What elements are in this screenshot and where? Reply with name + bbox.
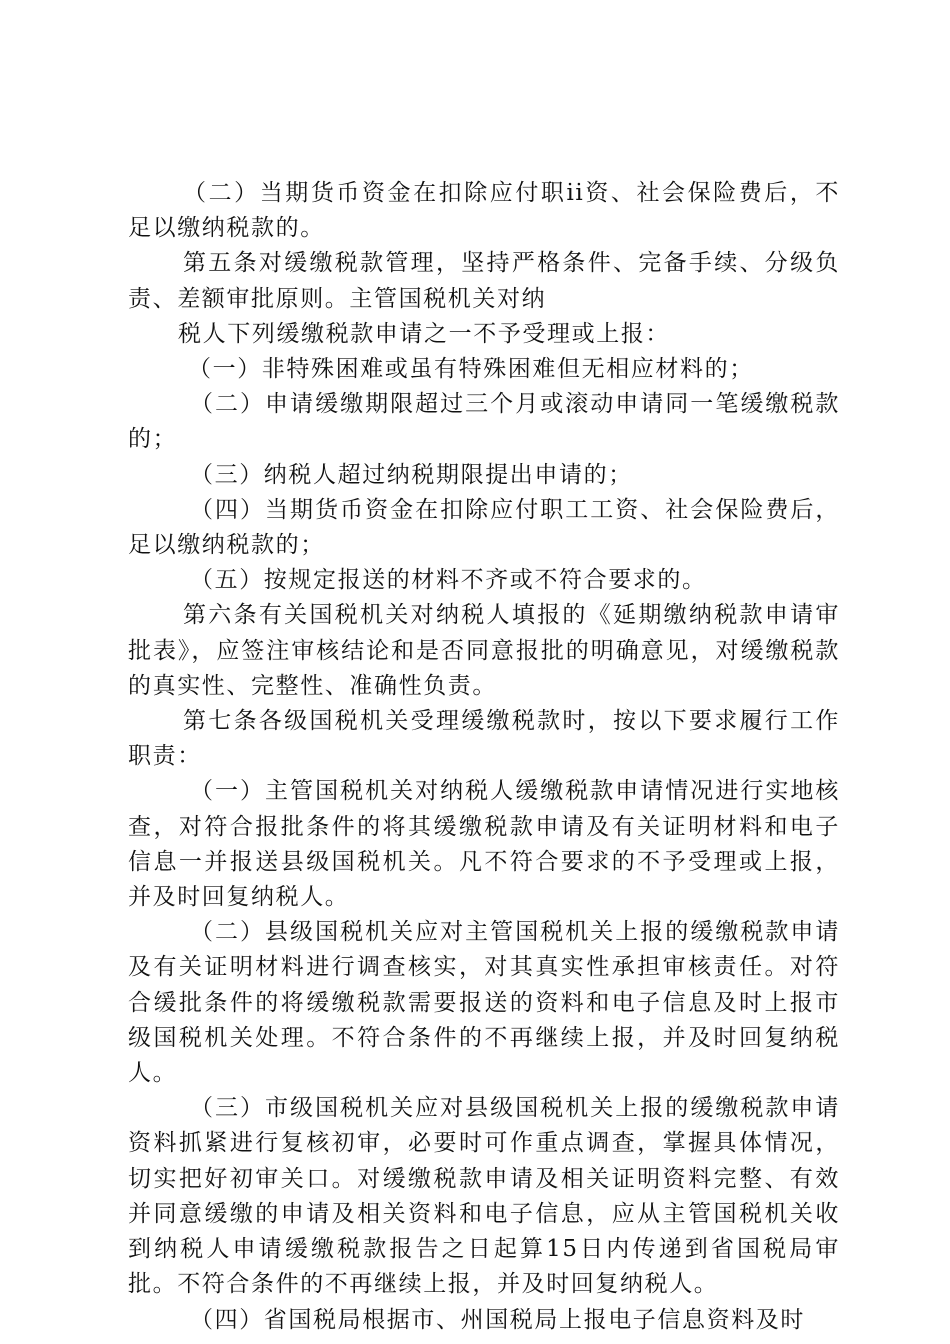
paragraph-article-7-item-1: （一）主管国税机关对纳税人缓缴税款申请情况进行实地核查，对符合报批条件的将其缓缴税款申请及有关证明材料和电子信息一并报送县级国税机关。凡不符合要求的不予受理或上报，并及时回复纳税人。 [128, 778, 840, 911]
paragraph-item-2: （二）申请缓缴期限超过三个月或滚动申请同一笔缓缴税款的； [128, 391, 840, 453]
paragraph-item-3: （三）纳税人超过纳税期限提出申请的； [190, 461, 633, 488]
paragraph-item-4: （四）当期货币资金在扣除应付职工工资、社会保险费后，足以缴纳税款的； [128, 496, 840, 559]
paragraph-item-2-clause: （二）当期货币资金在扣除应付职ii资、社会保险费后，不足以缴纳税款的。 [128, 180, 840, 242]
document-body [128, 176, 840, 1338]
paragraph-article-7-item-4: （四）省国税局根据市、州国税局上报电子信息资料及时 [190, 1306, 805, 1333]
paragraph-item-5: （五）按规定报送的材料不齐或不符合要求的。 [190, 567, 707, 594]
paragraph-article-7-item-2: （二）县级国税机关应对主管国税机关上报的缓缴税款申请及有关证明材料进行调查核实，对其真实性承担审核责任。对符合缓批条件的将缓缴税款需要报送的资料和电子信息及时上报市级国税机关处理。不符合条件的不再继续上报，并及时回复纳税人。 [128, 919, 840, 1087]
paragraph-article-7-item-3: （三）市级国税机关应对县级国税机关上报的缓缴税款申请资料抓紧进行复核初审，必要时可作重点调查，掌握具体情况，切实把好初审关口。对缓缴税款申请及相关证明资料完整、有效并同意缓缴的申请及相关资料和电子信息，应从主管国税机关收到纳税人申请缓缴税款报告之日起算15日内传递到省国税局审批。不符合条件的不再继续上报，并及时回复纳税人。 [128, 1095, 840, 1298]
paragraph-article-6: 第六条有关国税机关对纳税人填报的《延期缴纳税款申请审批表》，应签注审核结论和是否同意报批的明确意见，对缓缴税款的真实性、完整性、准确性负责。 [128, 602, 840, 699]
paragraph-item-1: （一）非特殊困难或虽有特殊困难但无相应材料的； [188, 356, 754, 383]
paragraph-article-7: 第七条各级国税机关受理缓缴税款时，按以下要求履行工作职责： [128, 708, 840, 770]
paragraph-article-5: 第五条对缓缴税款管理，坚持严格条件、完备手续、分级负责、差额审批原则。主管国税机关对纳 [128, 250, 840, 312]
paragraph-article-5-continued: 税人下列缓缴税款申请之一不予受理或上报： [178, 320, 670, 347]
